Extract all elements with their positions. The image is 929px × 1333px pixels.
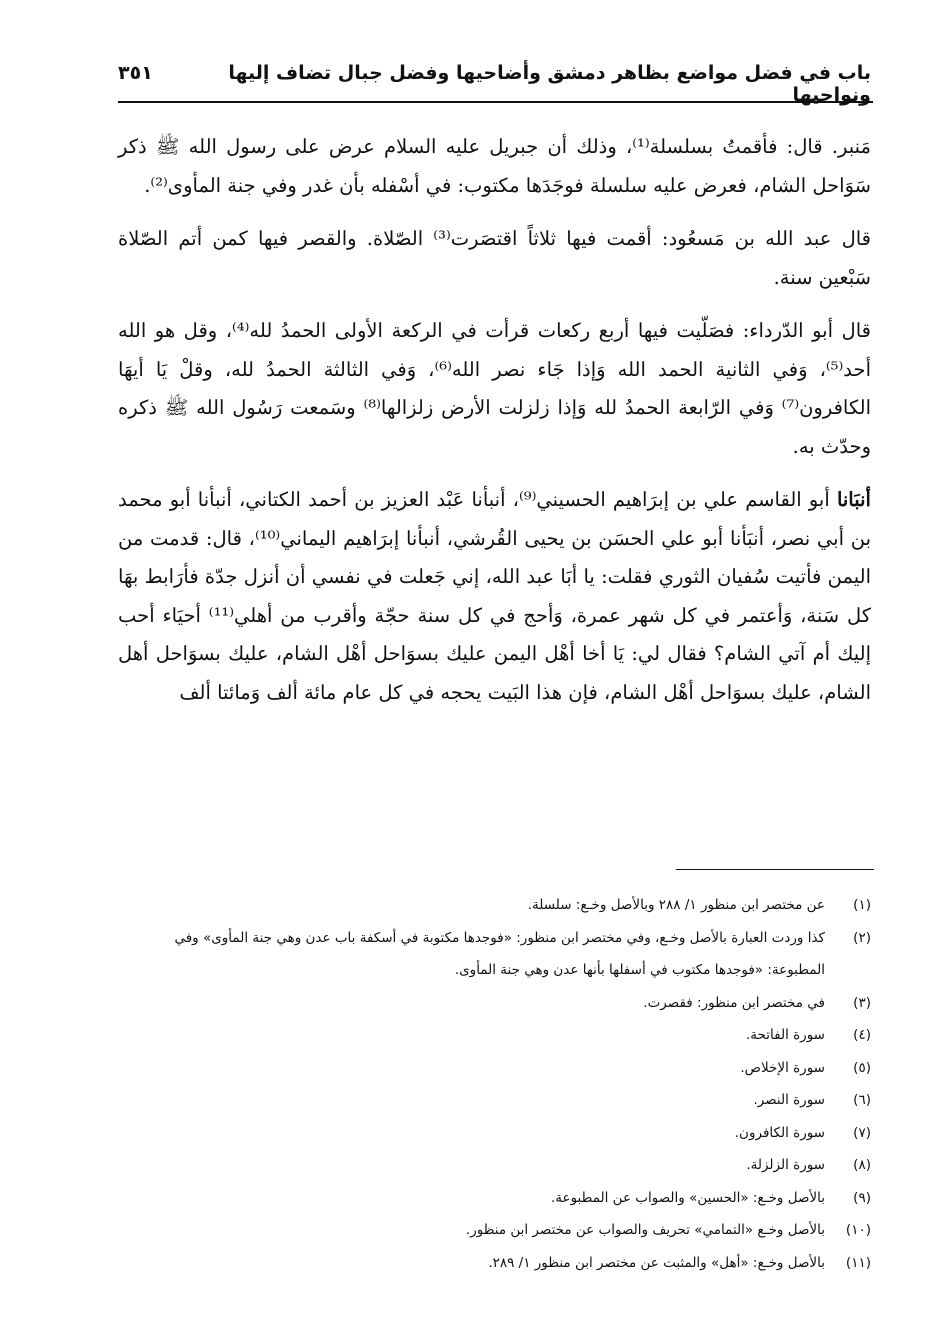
footnote-text: سورة النصر. bbox=[753, 1092, 825, 1108]
paragraph bbox=[118, 481, 871, 712]
paragraph bbox=[118, 312, 871, 466]
footnote bbox=[118, 889, 871, 922]
footnote bbox=[118, 1182, 871, 1215]
footnote-number: (١٠) bbox=[845, 1222, 871, 1238]
footnote-text: بالأصل وخـع «التمامي» تحريف والصواب عن مختصر ابن منظور. bbox=[465, 1222, 825, 1238]
footnote bbox=[118, 1149, 871, 1182]
chapter-title: باب في فضل مواضع بظاهر دمشق وأضاحيها وفضل جبال تضاف إليها ونواحيها bbox=[228, 62, 871, 106]
footnote bbox=[118, 1214, 871, 1247]
footnote-text: في مختصر ابن منظور: فقصرت. bbox=[643, 994, 825, 1011]
footnote-text: سورة الزلزلة. bbox=[746, 1157, 825, 1173]
paragraph bbox=[118, 220, 871, 297]
footnote bbox=[118, 1117, 871, 1150]
footnote-number: (٧) bbox=[853, 1124, 871, 1141]
paragraph-text: أبو القاسم علي بن إبرَاهيم الحسيني⁽⁹⁾، أنبأنا عَبْد العزيز بن أحمد الكتاني، أنبأنا أبو محمد بن أبي نصر، أنبَأنا أبو علي الحسَن بن يحيى القُرشي، أنبأنا إبرَاهيم اليماني⁽¹⁰⁾، قال: قدمت من اليمن فأتيت سُفيان الثوري فقلت: يا أبَا عبد الله، إني جَعلت في نفسي أن أنزل جدّة فأرَابط بهَا كل سَنة، وَأعتمر في كل شهر عمرة، وَأحج في كل سنة حجّة وأقرب من أهلي⁽¹¹⁾ أحيَاء أحب إليك أم آتي الشام؟ فقال لي: يَا أخا أهْل اليمن عليك بسوَاحل أهْل الشام، عليك بسوَاحل أهل الشام، عليك بسوَاحل أهْل الشام، فإن هذا البَيت يحجه في كل عام مائة ألف وَمائتا ألف bbox=[118, 488, 871, 704]
paragraph-text: مَنبر. قال: فأقمتُ بسلسلة⁽¹⁾، وذلك أن جبريل عليه السلام عرض على رسول الله ﷺ ذكر سَوَاحل الشام، فعرض عليه سلسلة فوجَدَها مكتوب: في أسْفله بأن غدر وفي جنة المأوى⁽²⁾. bbox=[118, 135, 871, 197]
paragraph bbox=[118, 128, 871, 205]
main-text bbox=[118, 128, 871, 727]
footnote-number: (٤) bbox=[853, 1027, 871, 1043]
footnote bbox=[118, 922, 871, 987]
footnotes bbox=[118, 889, 871, 1279]
footnote-text: عن مختصر ابن منظور ١/ ٢٨٨ وبالأصل وخـع: سلسلة. bbox=[527, 897, 825, 913]
paragraph-text: قال أبو الدّرداء: فصَلّيت فيها أربع ركعات قرأت في الركعة الأولى الحمدُ لله⁽⁴⁾، وقل هو الله أحد⁽⁵⁾، وَفي الثانية الحمد الله وَإذا جَاء نصر الله⁽⁶⁾، وَفي الثالثة الحمدُ لله، وقلْ يَا أيهَا الكافرون⁽⁷⁾ وَفي الرّابعة الحمدُ لله وَإذا زلزلت الأرض زلزالها⁽⁸⁾ وسَمعت رَسُول الله ﷺ ذكره وحدّث به. bbox=[118, 319, 871, 458]
footnote-text: كذا وردت العبارة بالأصل وخـع، وفي مختصر ابن منظور: «فوجدها مكتوبة في أسكفة باب عدن وهي جنة المأوى» وفي المطبوعة: «فوجدها مكتوب في أسفلها بأنها عدن وهي جنة المأوى. bbox=[174, 929, 825, 978]
footnote bbox=[118, 987, 871, 1020]
paragraph-text: قال عبد الله بن مَسعُود: أقمت فيها ثلاثاً اقتصَرت⁽³⁾ الصّلاة. والقصر فيها كمن أتم الصّلاة سَبْعين سنة. bbox=[118, 227, 872, 289]
header-rule bbox=[118, 101, 873, 103]
footnote-rule bbox=[676, 869, 874, 870]
footnote-number: (٥) bbox=[853, 1059, 871, 1076]
page-number: ٣٥١ bbox=[118, 62, 153, 84]
footnote-text: سورة الكافرون. bbox=[734, 1124, 825, 1141]
footnote-text: سورة الإخلاص. bbox=[740, 1059, 825, 1076]
footnote-number: (٩) bbox=[853, 1189, 871, 1206]
footnote bbox=[118, 1052, 871, 1085]
running-header bbox=[118, 62, 871, 106]
footnote-text: بالأصل وخـع: «الحسين» والصواب عن المطبوعة. bbox=[551, 1189, 825, 1206]
footnote bbox=[118, 1019, 871, 1052]
footnote bbox=[118, 1247, 871, 1280]
footnote-number: (٢) bbox=[853, 929, 871, 946]
footnote-text: سورة الفاتحة. bbox=[746, 1027, 825, 1043]
footnote-text: بالأصل وخـع: «أهل» والمثبت عن مختصر ابن منظور ١/ ٢٨٩. bbox=[488, 1254, 825, 1271]
footnote bbox=[118, 1084, 871, 1117]
footnote-number: (١) bbox=[853, 897, 871, 913]
footnote-number: (٣) bbox=[853, 994, 871, 1011]
footnote-number: (٨) bbox=[853, 1157, 871, 1173]
footnote-number: (٦) bbox=[853, 1092, 871, 1108]
paragraph-lead-word: أنبَانا bbox=[836, 488, 871, 511]
footnote-number: (١١) bbox=[845, 1254, 871, 1271]
